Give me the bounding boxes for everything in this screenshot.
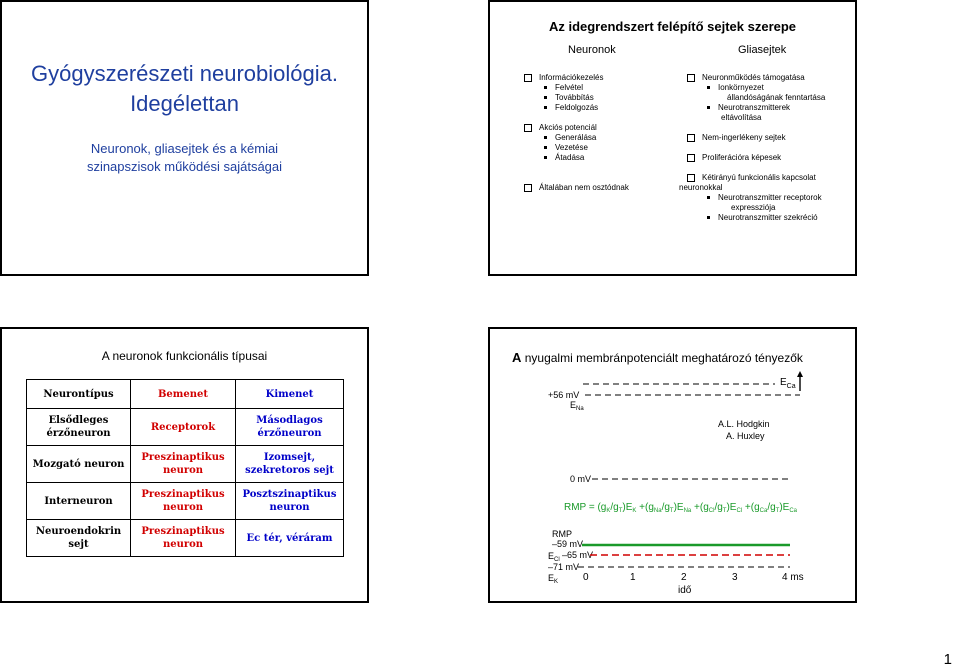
table-cell: Mozgató neuron bbox=[27, 446, 131, 483]
slide3-title: A neuronok funkcionális típusai bbox=[101, 349, 268, 363]
table-cell: Izomsejt, szekretoros sejt bbox=[236, 446, 344, 483]
list-subitem: Neurotranszmitter receptorok bbox=[687, 193, 852, 203]
table-cell: Másodlagos érzőneuron bbox=[236, 409, 344, 446]
square-bullet-icon bbox=[544, 136, 547, 139]
subtitle-line-1: Neuronok, gliasejtek és a kémiai bbox=[90, 141, 279, 156]
title-line-1: Gyógyszerészeti neurobiológia. bbox=[31, 61, 338, 86]
list-subitem: Felvétel bbox=[524, 83, 629, 93]
list-item: Proliferációra képesek bbox=[687, 153, 852, 163]
square-bullet-icon bbox=[544, 86, 547, 89]
table-cell: Receptorok bbox=[131, 409, 236, 446]
table-cell: Interneuron bbox=[27, 483, 131, 520]
list-subitem: Vezetése bbox=[524, 143, 629, 153]
table-row bbox=[27, 446, 344, 483]
ecl-label: $E_{Cl}$ bbox=[548, 551, 560, 563]
checkbox-bullet-icon bbox=[687, 174, 695, 182]
table-row bbox=[27, 409, 344, 446]
list-subitem-cont: állandóságának fenntartása bbox=[727, 93, 826, 102]
table-row bbox=[27, 520, 344, 557]
eca-arrow-head bbox=[797, 371, 803, 377]
list-item: Kétirányú funkcionális kapcsolat bbox=[687, 173, 852, 183]
slide-neuron-types bbox=[0, 327, 369, 603]
table-cell: Elsődleges érzőneuron bbox=[27, 409, 131, 446]
slide1-title bbox=[2, 59, 367, 119]
square-bullet-icon bbox=[544, 156, 547, 159]
glia-heading: Gliasejtek bbox=[738, 44, 787, 56]
eca-label: $E_{Ca}$ bbox=[780, 377, 796, 390]
list-subitem-cont: eltávolítása bbox=[721, 113, 762, 122]
neuron-types-table bbox=[26, 379, 344, 557]
list-item: Akciós potenciál bbox=[524, 123, 629, 133]
list-subitem: Generálása bbox=[524, 133, 629, 143]
zero-label: 0 mV bbox=[570, 474, 592, 484]
ena-value: +56 mV bbox=[548, 390, 580, 400]
slide4-title: A nyugalmi membránpotenciált meghatározó tényezők bbox=[512, 350, 803, 365]
x-tick: 2 bbox=[681, 572, 687, 583]
list-item: Nem-ingerlékeny sejtek bbox=[687, 133, 852, 143]
square-bullet-icon bbox=[707, 196, 710, 199]
list-subitem: Neurotranszmitter szekréció bbox=[687, 213, 852, 223]
square-bullet-icon bbox=[544, 106, 547, 109]
x-tick: 3 bbox=[732, 572, 738, 583]
slide-title bbox=[0, 0, 369, 276]
square-bullet-icon bbox=[544, 146, 547, 149]
list-subitem: Neurotranszmitterek bbox=[687, 103, 852, 113]
list-subitem-cont: expressziója bbox=[731, 203, 776, 212]
header-cell: Bemenet bbox=[131, 380, 236, 409]
x-axis-label: idő bbox=[678, 585, 692, 596]
table-cell: Preszinaptikus neuron bbox=[131, 520, 236, 557]
list-item: Általában nem osztódnak bbox=[524, 183, 629, 193]
checkbox-bullet-icon bbox=[687, 154, 695, 162]
rmp-equation: RMP = $(g_K/g_T)E_K +(g_{Na}/g_T)E_{Na} +(g_{Cl}/g_T)E_{Cl} +(g_{Ca}/g_T)E_{Ca}$ bbox=[564, 502, 798, 514]
list-item: Neuronműködés támogatása bbox=[687, 73, 852, 83]
v65-label: –65 mV bbox=[562, 550, 594, 560]
rmp-label: RMP bbox=[552, 529, 572, 539]
glia-list bbox=[679, 73, 852, 223]
x-tick: 4 ms bbox=[782, 572, 804, 583]
checkbox-bullet-icon bbox=[524, 124, 532, 132]
list-subitem: Átadása bbox=[524, 153, 629, 163]
table-header-row bbox=[27, 380, 344, 409]
header-cell: Kimenet bbox=[236, 380, 344, 409]
author-hodgkin: A.L. Hodgkin bbox=[718, 419, 770, 429]
table-row bbox=[27, 483, 344, 520]
v71-label: –71 mV bbox=[548, 562, 580, 572]
page-number: 1 bbox=[943, 651, 952, 668]
title-line-2: Idegélettan bbox=[130, 91, 239, 116]
header-cell: Neurontípus bbox=[27, 380, 131, 409]
slide-cell-roles bbox=[488, 0, 857, 276]
list-subitem: Feldolgozás bbox=[524, 103, 629, 113]
author-huxley: A. Huxley bbox=[726, 431, 765, 441]
subtitle-line-2: szinapszisok működési sajátságai bbox=[86, 159, 283, 174]
neurons-list bbox=[524, 73, 629, 193]
ek-label: $E_K$ bbox=[548, 573, 559, 585]
table-cell: Preszinaptikus neuron bbox=[131, 483, 236, 520]
checkbox-bullet-icon bbox=[687, 134, 695, 142]
list-item-cont: neuronokkal bbox=[679, 183, 723, 192]
v59-label: –59 mV bbox=[552, 539, 584, 549]
neurons-heading: Neuronok bbox=[568, 44, 616, 56]
square-bullet-icon bbox=[707, 106, 710, 109]
square-bullet-icon bbox=[707, 216, 710, 219]
slide2-title: Az idegrendszert felépítő sejtek szerepe bbox=[548, 19, 797, 34]
membrane-potential-diagram bbox=[490, 369, 855, 599]
x-tick: 0 bbox=[583, 572, 589, 583]
table-cell: Neuroendokrin sejt bbox=[27, 520, 131, 557]
table-cell: Posztszinaptikus neuron bbox=[236, 483, 344, 520]
list-subitem: Ionkörnyezet bbox=[687, 83, 852, 93]
checkbox-bullet-icon bbox=[524, 184, 532, 192]
list-item: Információkezelés bbox=[524, 73, 629, 83]
square-bullet-icon bbox=[544, 96, 547, 99]
ena-label: $E_{Na}$ bbox=[570, 400, 584, 412]
x-tick: 1 bbox=[630, 572, 636, 583]
table-cell: Preszinaptikus neuron bbox=[131, 446, 236, 483]
list-subitem: Továbbítás bbox=[524, 93, 629, 103]
checkbox-bullet-icon bbox=[687, 74, 695, 82]
slide1-subtitle bbox=[2, 140, 367, 176]
table-cell: Ec tér, véráram bbox=[236, 520, 344, 557]
slide-resting-potential bbox=[488, 327, 857, 603]
square-bullet-icon bbox=[707, 86, 710, 89]
checkbox-bullet-icon bbox=[524, 74, 532, 82]
